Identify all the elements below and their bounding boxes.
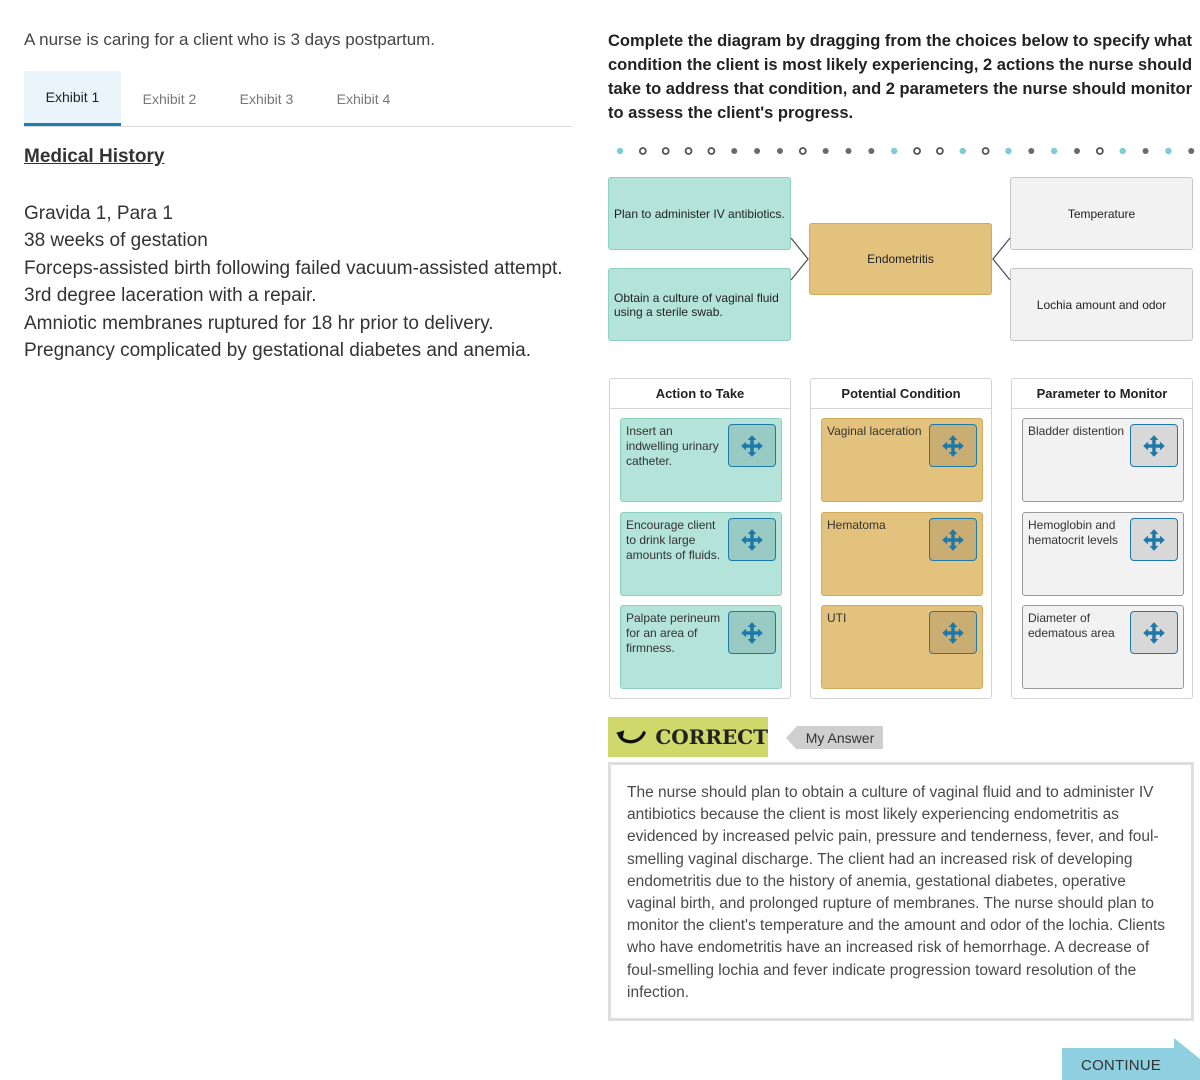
tab-exhibit-2[interactable]: Exhibit 2	[142, 90, 197, 107]
exhibit-tabs	[24, 71, 572, 127]
progress-dot	[1143, 148, 1149, 154]
progress-dot	[937, 148, 943, 154]
progress-dot	[983, 148, 989, 154]
progress-dot	[960, 148, 966, 154]
history-line: 3rd degree laceration with a repair.	[24, 285, 317, 307]
diagram-action-text: Plan to administer IV antibiotics.	[614, 206, 785, 221]
choice-card-parameter[interactable]	[1022, 512, 1184, 596]
progress-dot	[1051, 148, 1057, 154]
progress-dots	[613, 144, 1200, 158]
column-parameter-to-monitor	[1011, 378, 1193, 699]
choice-label: Insert an indwelling urinary catheter.	[626, 424, 719, 468]
diagram-parameter-slot-2[interactable]	[1010, 268, 1193, 341]
progress-dot	[1028, 148, 1034, 154]
choice-label: Diameter of edematous area	[1028, 611, 1115, 640]
left-connector	[791, 238, 808, 280]
progress-dot	[754, 148, 760, 154]
move-arrows-icon-glyph	[1141, 620, 1167, 646]
rationale-text: The nurse should plan to obtain a culture of vaginal fluid and to administer IV antibiotics because the client is most likely experiencing endometritis as evidenced by increased pelvic pain, pressure and tenderness, fever, and foul-smelling vaginal discharge. The client had an increased risk of developing endometritis due to the history of anemia, gestational diabetes, operative vaginal birth, and prolonged rupture of membranes. The nurse should plan to monitor the client's temperature and the amount and odor of the lochia. Clients who have endometritis have an increased risk of hemorrhage. A decrease of foul-smelling lochia and fever indicate progression toward resolution of the infection.	[627, 784, 1166, 1001]
choice-label: Vaginal laceration	[827, 424, 922, 438]
check-swoosh-icon	[616, 726, 647, 748]
progress-dot	[686, 148, 692, 154]
choice-card-parameter[interactable]	[1022, 605, 1184, 689]
medical-history-title: Medical History	[24, 146, 165, 167]
move-arrows-icon[interactable]	[929, 518, 977, 561]
diagram-connectors	[780, 220, 1030, 320]
diagram-action-text: Obtain a culture of vaginal fluid using a sterile swab.	[614, 290, 779, 319]
history-line: Forceps-assisted birth following failed vacuum-assisted attempt.	[24, 257, 563, 279]
diagram-condition-text: Endometritis	[867, 252, 934, 266]
move-arrows-icon-glyph	[739, 527, 765, 553]
column-header: Potential Condition	[811, 379, 991, 409]
diagram-parameter-text: Temperature	[1067, 206, 1136, 221]
column-header: Parameter to Monitor	[1012, 379, 1192, 409]
move-arrows-icon[interactable]	[929, 611, 977, 654]
medical-history-list	[24, 200, 563, 364]
my-answer-label: My Answer	[797, 726, 883, 749]
choice-card-condition[interactable]	[821, 605, 983, 689]
progress-dot	[1120, 148, 1126, 154]
progress-dot	[846, 148, 852, 154]
tab-exhibit-3[interactable]: Exhibit 3	[239, 90, 294, 107]
progress-dot	[640, 148, 646, 154]
arrow-left-icon	[786, 726, 797, 750]
move-arrows-icon-glyph	[940, 433, 966, 459]
choice-card-action[interactable]	[620, 418, 782, 502]
choice-card-action[interactable]	[620, 512, 782, 596]
progress-dot	[617, 148, 623, 154]
choice-card-parameter[interactable]	[1022, 418, 1184, 502]
choice-label: UTI	[827, 611, 847, 625]
history-line: Amniotic membranes ruptured for 18 hr prior to delivery.	[24, 312, 494, 334]
progress-dot	[823, 148, 829, 154]
move-arrows-icon-glyph	[1141, 433, 1167, 459]
move-arrows-icon-glyph	[739, 433, 765, 459]
diagram-parameter-slot-1[interactable]	[1010, 177, 1193, 250]
history-line: Pregnancy complicated by gestational diabetes and anemia.	[24, 340, 531, 362]
progress-dot	[708, 148, 714, 154]
move-arrows-icon-glyph	[739, 620, 765, 646]
move-arrows-icon[interactable]	[1130, 611, 1178, 654]
progress-dot	[800, 148, 806, 154]
history-line: Gravida 1, Para 1	[24, 203, 173, 224]
diagram-action-slot-1[interactable]	[608, 177, 791, 250]
column-action-to-take	[609, 378, 791, 699]
move-arrows-icon-glyph	[940, 527, 966, 553]
move-arrows-icon[interactable]	[1130, 518, 1178, 561]
progress-dot	[891, 148, 897, 154]
correct-badge	[608, 717, 768, 757]
column-header: Action to Take	[610, 379, 790, 409]
choice-label: Bladder distention	[1028, 424, 1125, 438]
history-line: 38 weeks of gestation	[24, 230, 208, 252]
rationale-box	[608, 762, 1194, 1021]
progress-dot	[1097, 148, 1103, 154]
progress-dot	[663, 148, 669, 154]
diagram-action-slot-2[interactable]	[608, 268, 791, 341]
choice-card-action[interactable]	[620, 605, 782, 689]
choice-card-condition[interactable]	[821, 418, 983, 502]
move-arrows-icon[interactable]	[929, 424, 977, 467]
progress-dot	[1188, 148, 1194, 154]
tab-exhibit-4[interactable]: Exhibit 4	[336, 90, 391, 107]
choice-label: Palpate perineum for an area of firmness.	[626, 611, 721, 655]
choice-label: Hemoglobin and hematocrit levels	[1028, 518, 1119, 547]
progress-dot	[1005, 148, 1011, 154]
progress-dot	[1074, 148, 1080, 154]
progress-dot	[777, 148, 783, 154]
move-arrows-icon[interactable]	[728, 611, 776, 654]
result-label: CORRECT	[655, 725, 768, 749]
progress-dot	[731, 148, 737, 154]
question-instructions: Complete the diagram by dragging from the choices below to specify what condition the client is most likely experiencing, 2 actions the nurse should take to address that condition, and 2 parameters the nurse should monitor to assess the client's progress.	[608, 32, 1193, 122]
move-arrows-icon-glyph	[940, 620, 966, 646]
progress-dot	[914, 148, 920, 154]
move-arrows-icon[interactable]	[1130, 424, 1178, 467]
move-arrows-icon[interactable]	[728, 518, 776, 561]
right-connector	[993, 238, 1010, 280]
diagram-parameter-text: Lochia amount and odor	[1036, 297, 1167, 312]
choice-label: Encourage client to drink large amounts of fluids.	[626, 518, 721, 562]
column-potential-condition	[810, 378, 992, 699]
progress-dot	[868, 148, 874, 154]
tab-exhibit-1[interactable]: Exhibit 1	[24, 71, 121, 126]
progress-dot	[1165, 148, 1171, 154]
choice-label: Hematoma	[827, 518, 886, 532]
move-arrows-icon-glyph	[1141, 527, 1167, 553]
continue-label: CONTINUE	[1081, 1057, 1161, 1074]
continue-button[interactable]	[1062, 1038, 1200, 1080]
move-arrows-icon[interactable]	[728, 424, 776, 467]
scenario-intro: A nurse is caring for a client who is 3 days postpartum.	[24, 30, 436, 49]
choice-card-condition[interactable]	[821, 512, 983, 596]
